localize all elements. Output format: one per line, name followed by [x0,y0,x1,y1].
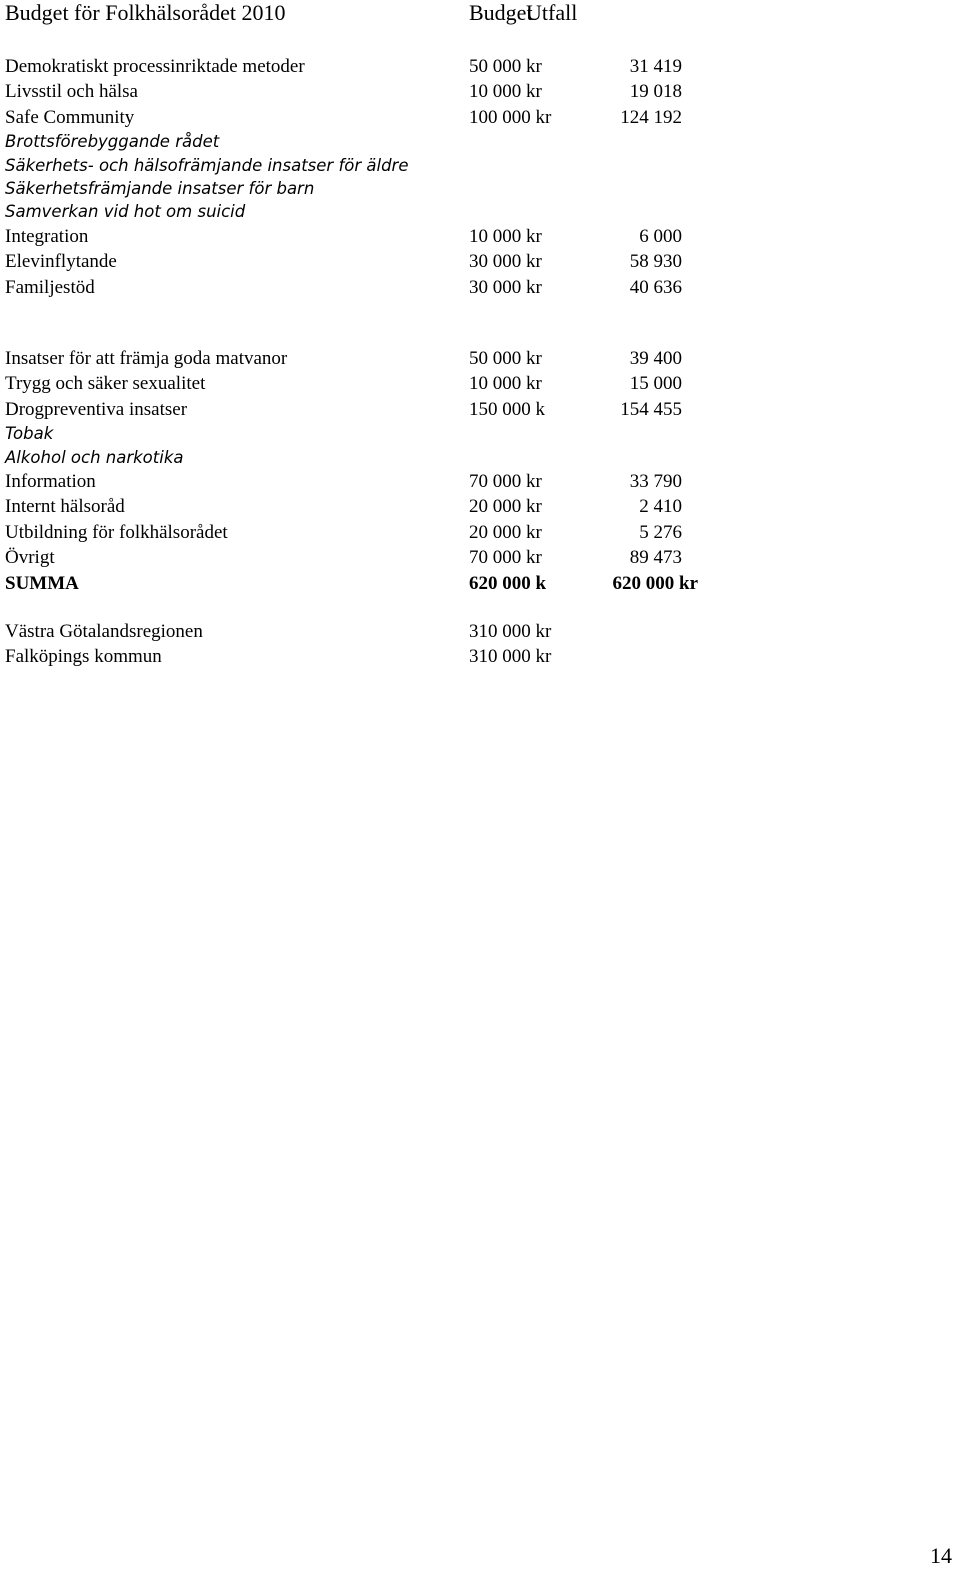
row-label: Samverkan vid hot om suicid [5,202,246,222]
utfall-value: 58 930 [629,251,682,273]
budget-value: 50 000 kr [469,56,542,77]
budget-row [5,130,905,153]
row-label: Information [5,470,96,492]
budget-section-2 [5,346,905,596]
utfall-value: 620 000 kr [612,572,698,594]
budget-row [5,446,905,469]
utfall-value: 31 419 [629,56,682,77]
utfall-value: 6 000 [639,225,682,247]
budget-value: 10 000 kr [469,373,542,395]
budget-row [5,422,905,445]
budget-row [5,397,905,422]
total-row [5,571,905,596]
row-label: Demokratiskt processinriktade metoder [5,56,305,77]
utfall-value: 89 473 [629,547,682,569]
funding-section [5,619,905,670]
budget-column-header: Budget [469,0,533,25]
row-label: Integration [5,225,89,247]
budget-value: 10 000 kr [469,81,542,103]
budget-value: 70 000 kr [469,547,542,569]
budget-row [5,346,905,371]
budget-row [5,545,905,570]
budget-value: 30 000 kr [469,251,542,273]
budget-section-1 [5,54,905,300]
utfall-value: 124 192 [620,106,682,128]
row-label: Alkohol och narkotika [5,447,184,467]
budget-value: 20 000 kr [469,496,542,518]
utfall-value: 33 790 [629,470,682,492]
budget-value: 620 000 k [469,572,547,594]
budget-value: 310 000 kr [469,646,552,668]
budget-value: 50 000 kr [469,348,542,369]
utfall-value: 19 018 [629,81,682,103]
row-label: Säkerhets- och hälsofrämjande insatser för äldre [5,155,409,175]
utfall-column-header: Utfall [526,0,578,25]
row-label: Tobak [5,424,54,444]
budget-value: 10 000 kr [469,225,542,247]
budget-row [5,105,905,130]
budget-row [5,79,905,104]
utfall-value: 40 636 [629,276,682,298]
budget-row [5,275,905,300]
budget-value: 70 000 kr [469,470,542,492]
row-label: Brottsförebyggande rådet [5,132,220,152]
utfall-value: 154 455 [620,398,682,420]
page-number: 14 [930,1543,952,1568]
budget-value: 20 000 kr [469,521,542,543]
row-label: Safe Community [5,106,135,128]
row-label: Trygg och säker sexualitet [5,373,206,395]
utfall-value: 5 276 [639,521,682,543]
row-label: Elevinflytande [5,251,117,273]
budget-row [5,520,905,545]
row-label: Övrigt [5,547,55,569]
row-label: Drogpreventiva insatser [5,398,188,420]
utfall-value: 39 400 [629,348,682,369]
budget-value: 150 000 k [469,398,545,420]
budget-row [5,469,905,494]
budget-value: 30 000 kr [469,276,542,298]
row-label: Livsstil och hälsa [5,81,138,103]
budget-row [5,54,905,79]
budget-row [5,371,905,396]
row-label: Säkerhetsfrämjande insatser för barn [5,178,315,198]
row-label: Västra Götalandsregionen [5,621,203,642]
row-label: SUMMA [5,572,79,594]
budget-row [5,224,905,249]
budget-row [5,177,905,200]
row-label: Insatser för att främja goda matvanor [5,348,288,369]
row-label: Utbildning för folkhälsorådet [5,521,228,543]
budget-row [5,154,905,177]
budget-row [5,249,905,274]
budget-row [5,644,905,669]
budget-row [5,494,905,519]
budget-row [5,200,905,223]
row-label: Internt hälsoråd [5,496,125,518]
budget-row [5,619,905,644]
document-title: Budget för Folkhälsorådet 2010 [5,0,286,25]
row-label: Falköpings kommun [5,646,162,668]
utfall-value: 2 410 [639,496,682,518]
budget-value: 100 000 kr [469,106,552,128]
row-label: Familjestöd [5,276,95,298]
budget-value: 310 000 kr [469,621,552,642]
utfall-value: 15 000 [629,373,682,395]
